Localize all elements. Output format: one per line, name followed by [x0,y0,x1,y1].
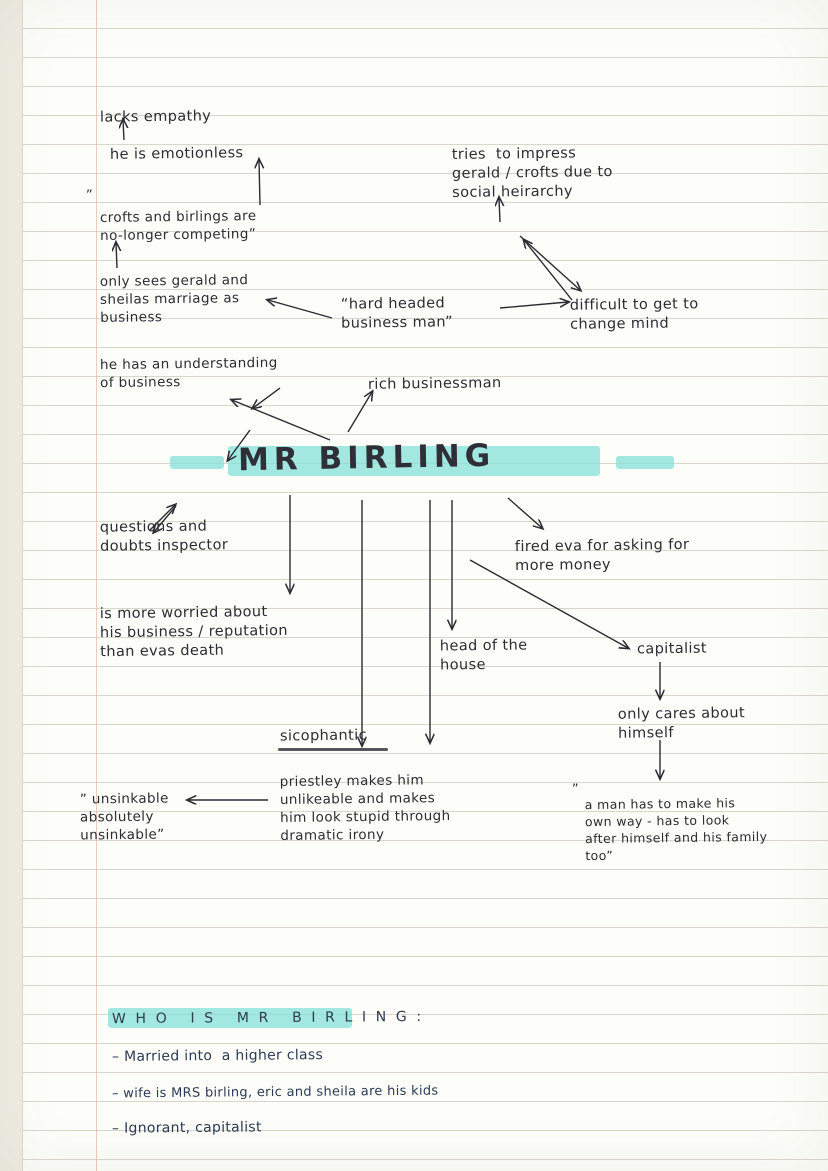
page-title: MR BIRLING [237,437,496,479]
note-quote-mark-a-man: ” [571,781,580,798]
note-a-man-has-to-make-his-own-way: a man has to make his own way - has to look after himself and his family too” [584,795,768,864]
highlight-title-right-dash [616,456,674,469]
section-heading-who-is-mr-birling: W H O I S M R B I R L I N G : [111,1008,424,1028]
note-questions-doubts-inspector: questions and doubts inspector [99,518,229,555]
note-tries-to-impress: tries to impress gerald / crofts due to social heirarchy [451,145,613,201]
note-emotionless: he is emotionless [109,145,244,163]
highlight-sicophantic [278,748,388,751]
bullet-wife-and-children: – wife is MRS birling, eric and sheila are his kids [111,1083,439,1102]
note-head-of-the-house: head of the house [439,637,528,674]
note-understanding-of-business: he has an understanding of business [99,354,278,392]
note-only-cares-about-himself: only cares about himself [617,705,746,742]
note-unsinkable-quote: ” unsinkable absolutely unsinkable” [79,790,169,844]
note-more-worried-business-reputation: is more worried about his business / reputation than evas death [99,604,289,661]
note-fired-eva-for-asking-more-money: fired eva for asking for more money [514,536,690,575]
note-only-sees-gerald-sheila-marriage-as-business: only sees gerald and sheilas marriage as business [99,272,249,326]
note-quote-mark-crofts: ” [85,187,94,204]
paper-left-edge [0,0,23,1171]
note-crofts-birlings-not-competing: crofts and birlings are no-longer competing” [99,208,257,244]
note-sicophantic: sicophantic [279,727,368,745]
note-rich-businessman: rich businessman [367,375,502,393]
bullet-ignorant-capitalist: – Ignorant, capitalist [111,1119,262,1137]
highlight-title-left-dash [170,456,224,469]
bullet-married-into-higher-class: – Married into a higher class [111,1047,324,1065]
note-difficult-to-change-mind: difficult to get to change mind [569,296,699,333]
note-capitalist: capitalist [636,640,708,658]
note-hard-headed-business-man: “hard headed business man” [340,295,454,332]
note-lacks-empathy: lacks empathy [99,108,212,126]
margin-line [96,0,97,1171]
note-priestley-dramatic-irony: priestley makes him unlikeable and makes him look stupid through dramatic irony [279,772,451,845]
